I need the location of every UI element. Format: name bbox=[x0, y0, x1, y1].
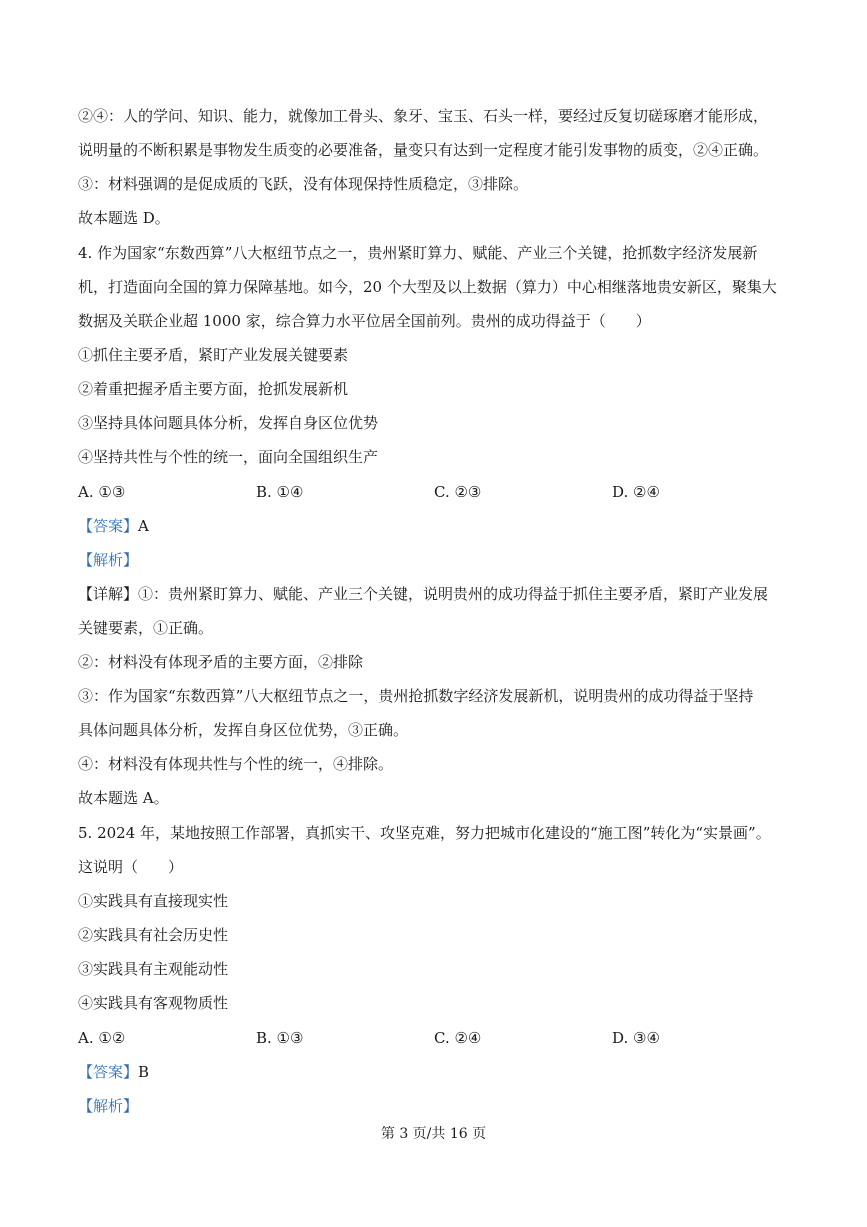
text-line: 故本题选 D。 bbox=[78, 209, 170, 227]
question-stem: 数据及关联企业超 1000 家，综合算力水平位居全国前列。贵州的成功得益于（ ） bbox=[78, 312, 651, 330]
option-a: A. ①③ bbox=[78, 483, 126, 501]
text-line: 说明量的不断积累是事物发生质变的必要准备，量变只有达到一定程度才能引发事物的质变，②④正确。 bbox=[78, 141, 769, 159]
option-c: C. ②④ bbox=[434, 1029, 482, 1047]
detail-line bbox=[78, 584, 805, 604]
option-d: D. ②④ bbox=[612, 483, 660, 501]
statement-item: ③实践具有主观能动性 bbox=[78, 960, 229, 978]
statement-item: ③坚持具体问题具体分析，发挥自身区位优势 bbox=[78, 414, 379, 432]
text-line: ③：材料强调的是促成质的飞跃，没有体现保持性质稳定，③排除。 bbox=[78, 175, 529, 193]
analysis-tag: 【解析】 bbox=[78, 551, 139, 569]
question-stem: 这说明（ ） bbox=[78, 858, 184, 876]
answer-tag: 【答案】 bbox=[78, 1063, 139, 1081]
statement-item: ②实践具有社会历史性 bbox=[78, 926, 229, 944]
answer-value: B bbox=[138, 1063, 150, 1081]
detail-tag: 【详解】 bbox=[78, 585, 139, 603]
statement-item: ①抓住主要矛盾，紧盯产业发展关键要素 bbox=[78, 346, 349, 364]
option-a: A. ①② bbox=[78, 1029, 126, 1047]
statement-item: ①实践具有直接现实性 bbox=[78, 892, 229, 910]
answer-tag: 【答案】 bbox=[78, 517, 139, 535]
analysis-tag: 【解析】 bbox=[78, 1097, 139, 1115]
question-stem: 4. 作为国家“东数西算”八大枢纽节点之一，贵州紧盯算力、赋能、产业三个关键，抢抓数字经济发展新 bbox=[78, 244, 758, 262]
option-c: C. ②③ bbox=[434, 483, 482, 501]
statement-item: ④坚持共性与个性的统一，面向全国组织生产 bbox=[78, 448, 379, 466]
detail-text: ①：贵州紧盯算力、赋能、产业三个关键，说明贵州的成功得益于抓住主要矛盾，紧盯产业发展 bbox=[138, 585, 769, 603]
text-line: ④：材料没有体现共性与个性的统一，④排除。 bbox=[78, 755, 394, 773]
option-b: B. ①④ bbox=[256, 483, 304, 501]
answer-line bbox=[78, 1062, 805, 1082]
text-line: 关键要素，①正确。 bbox=[78, 619, 214, 637]
option-d: D. ③④ bbox=[612, 1029, 660, 1047]
option-b: B. ①③ bbox=[256, 1029, 304, 1047]
text-line: 故本题选 A。 bbox=[78, 789, 169, 807]
text-line: 具体问题具体分析，发挥自身区位优势，③正确。 bbox=[78, 721, 409, 739]
statement-item: ④实践具有客观物质性 bbox=[78, 994, 229, 1012]
statement-item: ②着重把握矛盾主要方面，抢抓发展新机 bbox=[78, 380, 349, 398]
page-footer: 第 3 页/共 16 页 bbox=[380, 1126, 487, 1142]
answer-line bbox=[78, 516, 805, 536]
question-stem: 机，打造面向全国的算力保障基地。如今，20 个大型及以上数据（算力）中心相继落地贵安新区，聚集大 bbox=[78, 278, 777, 296]
question-stem: 5. 2024 年，某地按照工作部署，真抓实干、攻坚克难，努力把城市化建设的“施工图”转化为“实景画”。 bbox=[78, 824, 771, 842]
answer-value: A bbox=[138, 517, 149, 535]
text-line: ②④：人的学问、知识、能力，就像加工骨头、象牙、宝玉、石头一样，要经过反复切磋琢磨才能形成， bbox=[78, 107, 769, 125]
text-line: ②：材料没有体现矛盾的主要方面，②排除 bbox=[78, 653, 364, 671]
text-line: ③：作为国家“东数西算”八大枢纽节点之一，贵州抢抓数字经济发展新机，说明贵州的成功得益于坚持 bbox=[78, 687, 754, 705]
